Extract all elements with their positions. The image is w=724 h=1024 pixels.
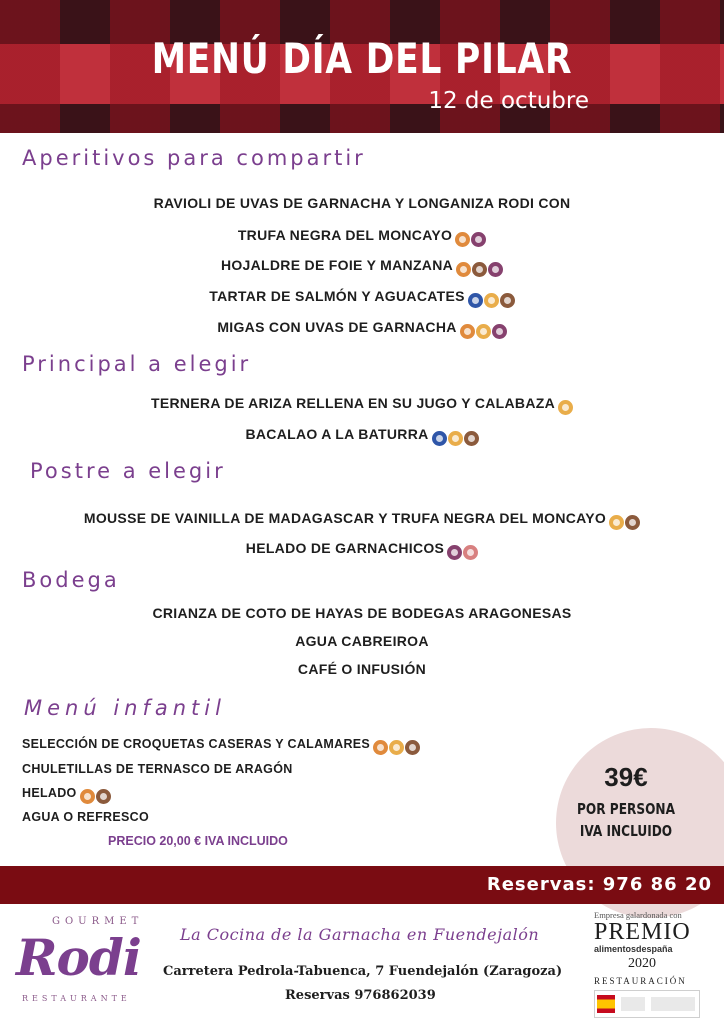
spain-flag-icon [597, 995, 615, 1013]
menu-item: HOJALDRE DE FOIE Y MANZANA [0, 257, 724, 277]
menu-item: AGUA CABREIROA [295, 633, 429, 649]
egg-icon [472, 262, 487, 277]
allergen-icons [455, 260, 503, 277]
menu-item: TERNERA DE ARIZA RELLENA EN SU JUGO Y CALABAZA [0, 395, 724, 415]
award-caption: Empresa galardonada con [594, 910, 682, 920]
menu-item: TRUFA NEGRA DEL MONCAYO [0, 227, 724, 247]
price-value: 39€ [604, 762, 648, 792]
address: Carretera Pedrola-Tabuenca, 7 Fuendejalón (Zaragoza) [163, 964, 563, 979]
allergen-icons [459, 322, 507, 339]
menu-item: CHULETILLAS DE TERNASCO DE ARAGÓN [22, 762, 293, 776]
gluten-icon [80, 789, 95, 804]
menu-item: MIGAS CON UVAS DE GARNACHA [0, 319, 724, 339]
award-year: 2020 [628, 956, 656, 971]
reservations-bar [0, 866, 724, 904]
kids-menu-price: PRECIO 20,00 € IVA INCLUIDO [108, 834, 288, 848]
dairy-icon [484, 293, 499, 308]
dairy-icon [609, 515, 624, 530]
price-vat: IVA INCLUIDO [579, 822, 673, 840]
egg-icon [96, 789, 111, 804]
price-per-person: POR PERSONA [577, 800, 675, 818]
section-title-infantil: Menú infantil [24, 696, 226, 720]
award-category: RESTAURACIÓN [594, 976, 687, 986]
gluten-icon [373, 740, 388, 755]
sulphite-icon [447, 545, 462, 560]
section-title-bodega: Bodega [22, 568, 120, 592]
egg-icon [500, 293, 515, 308]
menu-item: CAFÉ O INFUSIÓN [297, 661, 427, 677]
allergen-icons [557, 398, 573, 415]
sulphite-icon [471, 232, 486, 247]
menu-item: BACALAO A LA BATURRA [0, 426, 724, 446]
menu-item: CRIANZA DE COTO DE HAYAS DE BODEGAS ARAGONESAS [152, 605, 572, 621]
award-title: PREMIO [594, 919, 691, 945]
egg-icon [405, 740, 420, 755]
reservations-phone: Reservas: 976 86 20 [486, 874, 712, 895]
gov-logo-text-block [621, 997, 645, 1011]
menu-item: RAVIOLI DE UVAS DE GARNACHA Y LONGANIZA RODI CON [153, 195, 571, 211]
menu-item: SELECCIÓN DE CROQUETAS CASERAS Y CALAMARES [22, 737, 420, 755]
allergen-icons [454, 230, 486, 247]
dairy-icon [448, 431, 463, 446]
dairy-icon [389, 740, 404, 755]
gluten-icon [460, 324, 475, 339]
menu-item: MOUSSE DE VAINILLA DE MADAGASCAR Y TRUFA NEGRA DEL MONCAYO [0, 510, 724, 530]
allergen-icons [467, 291, 515, 308]
award-brand: alimentosdespaña [594, 944, 673, 954]
allergen-icons [372, 740, 420, 755]
dairy-icon [558, 400, 573, 415]
logo-restaurante-text: RESTAURANTE [22, 994, 131, 1003]
dairy-icon [476, 324, 491, 339]
egg-icon [464, 431, 479, 446]
ministry-logo-text-block [651, 997, 695, 1011]
allergen-icons [431, 429, 479, 446]
menu-item: HELADO [22, 786, 111, 804]
restaurant-logo: Rodi [16, 928, 141, 987]
gluten-icon [455, 232, 470, 247]
section-title-aperitivos: Aperitivos para compartir [22, 146, 366, 170]
nuts-icon [463, 545, 478, 560]
section-title-postre: Postre a elegir [30, 459, 226, 483]
allergen-icons [79, 789, 111, 804]
sulphite-icon [488, 262, 503, 277]
menu-title: MENÚ DÍA DEL PILAR [151, 34, 573, 83]
allergen-icons [608, 513, 640, 530]
logo-gourmet-text: GOURMET [52, 916, 144, 927]
gluten-icon [456, 262, 471, 277]
allergen-icons [446, 543, 478, 560]
menu-item: HELADO DE GARNACHICOS [0, 540, 724, 560]
fish-icon [468, 293, 483, 308]
egg-icon [625, 515, 640, 530]
reservations-footer: Reservas 976862039 [285, 988, 436, 1003]
menu-date: 12 de octubre [428, 88, 589, 114]
government-logo [594, 990, 700, 1018]
slogan: La Cocina de la Garnacha en Fuendejalón [180, 925, 540, 944]
menu-header [0, 0, 724, 133]
sulphite-icon [492, 324, 507, 339]
menu-item: AGUA O REFRESCO [22, 810, 149, 824]
menu-item: TARTAR DE SALMÓN Y AGUACATES [0, 288, 724, 308]
fish-icon [432, 431, 447, 446]
section-title-principal: Principal a elegir [22, 352, 252, 376]
